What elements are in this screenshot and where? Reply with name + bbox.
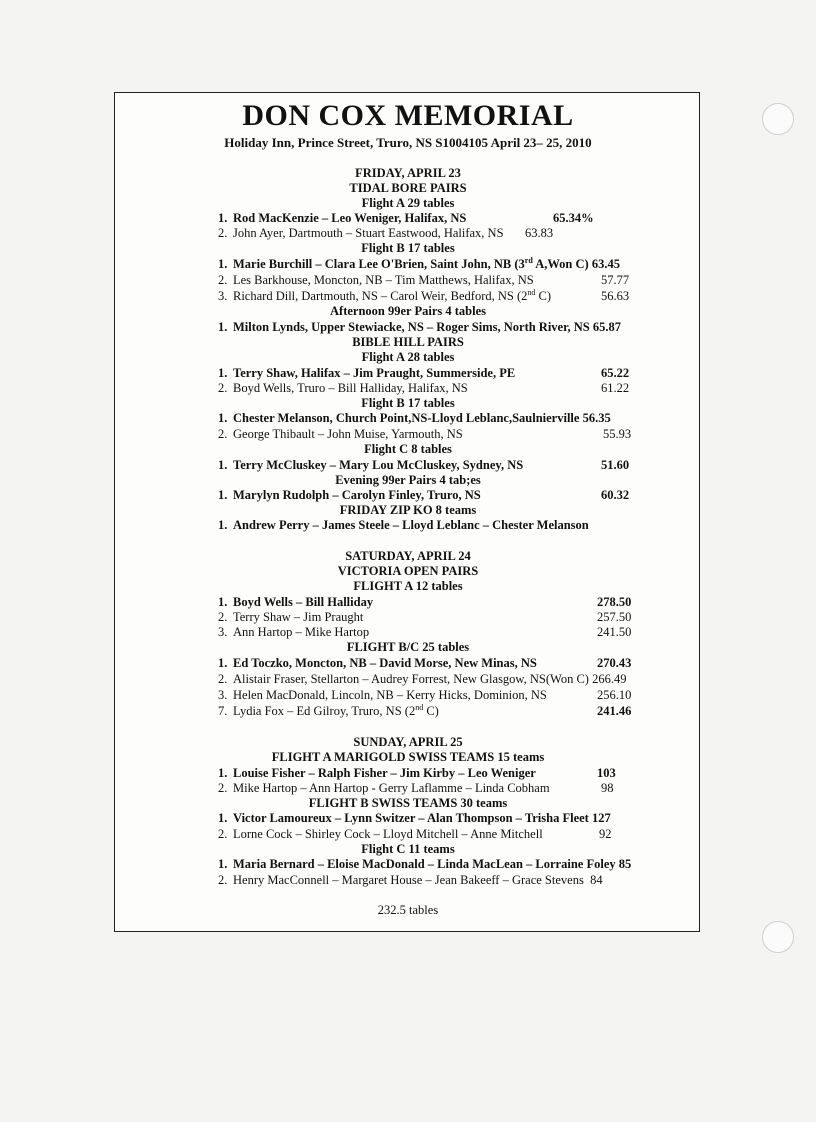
place-number: 2. [218, 827, 228, 841]
result-score: 256.10 [597, 688, 632, 702]
place-number: 2. [218, 781, 228, 795]
place-number: 2. [218, 381, 228, 395]
flight-heading: Flight B 17 tables [361, 396, 455, 410]
result-names: Terry Shaw – Jim Praught [233, 610, 364, 624]
day-heading-friday: FRIDAY, APRIL 23 [355, 166, 461, 180]
place-number: 7. [218, 704, 228, 718]
place-number: 1. [218, 458, 228, 472]
place-number: 1. [218, 857, 228, 871]
result-names: Lydia Fox – Ed Gilroy, Truro, NS (2nd C) [233, 702, 439, 718]
flight-heading: FLIGHT A 12 tables [353, 579, 463, 593]
place-number: 1. [218, 411, 228, 425]
venue-line: Holiday Inn, Prince Street, Truro, NS S1004105 April 23– 25, 2010 [224, 135, 592, 150]
place-number: 1. [218, 257, 228, 271]
result-score: 103 [597, 766, 616, 780]
result-score: 98 [601, 781, 614, 795]
result-names: George Thibault – John Muise, Yarmouth, NS [233, 427, 463, 441]
place-number: 1. [218, 518, 228, 532]
place-number: 2. [218, 610, 228, 624]
result-names: Terry Shaw, Halifax – Jim Praught, Summerside, PE [233, 366, 516, 380]
place-number: 3. [218, 625, 228, 639]
place-number: 2. [218, 873, 228, 887]
place-number: 1. [218, 811, 228, 825]
page-title: DON COX MEMORIAL [242, 99, 574, 132]
event-heading-evening: Evening 99er Pairs 4 tab;es [335, 473, 481, 487]
result-score: 278.50 [597, 595, 632, 609]
result-names: Ann Hartop – Mike Hartop [233, 625, 370, 639]
result-score: 241.50 [597, 625, 632, 639]
flight-heading: Flight B 17 tables [361, 241, 455, 255]
place-number: 1. [218, 595, 228, 609]
result-score: 60.32 [601, 488, 630, 502]
total-tables: 232.5 tables [377, 903, 439, 917]
punch-hole-bottom [762, 921, 794, 953]
flight-heading: Flight A 28 tables [361, 350, 455, 364]
result-names: Terry McCluskey – Mary Lou McCluskey, Sydney, NS [233, 458, 524, 472]
result-score: 257.50 [597, 610, 632, 624]
flight-heading: FLIGHT A MARIGOLD SWISS TEAMS 15 teams [271, 750, 545, 764]
result-score: 65.34% [553, 211, 594, 225]
place-number: 1. [218, 656, 228, 670]
result-score: 56.63 [601, 289, 630, 303]
result-names: Maria Bernard – Eloise MacDonald – Linda MacLean – Lorraine Foley 85 [233, 857, 632, 871]
result-names: Richard Dill, Dartmouth, NS – Carol Weir, Bedford, NS (2nd C) [233, 287, 552, 303]
place-number: 1. [218, 211, 228, 225]
result-names: Chester Melanson, Church Point,NS-Lloyd Leblanc,Saulnierville 56.35 [233, 411, 611, 425]
result-names: Boyd Wells, Truro – Bill Halliday, Halifax, NS [233, 381, 468, 395]
day-heading-saturday: SATURDAY, APRIL 24 [345, 549, 471, 563]
event-heading-victoria: VICTORIA OPEN PAIRS [337, 564, 479, 578]
place-number: 1. [218, 320, 228, 334]
flight-heading: Flight C 8 tables [364, 442, 452, 456]
result-names: Mike Hartop – Ann Hartop - Gerry Laflamme – Linda Cobham [233, 781, 550, 795]
place-number: 2. [218, 427, 228, 441]
place-number: 2. [218, 672, 228, 686]
flight-heading: Flight C 11 teams [361, 842, 455, 856]
flight-heading: FLIGHT B SWISS TEAMS 30 teams [308, 796, 508, 810]
result-score: 92 [599, 827, 612, 841]
result-score: 55.93 [603, 427, 632, 441]
result-score: 241.46 [597, 704, 632, 718]
result-names: John Ayer, Dartmouth – Stuart Eastwood, Halifax, NS [233, 226, 504, 240]
result-score: 65.22 [601, 366, 630, 380]
punch-hole-top [762, 103, 794, 135]
result-score: 270.43 [597, 656, 632, 670]
result-names: Henry MacConnell – Margaret House – Jean Bakeeff – Grace Stevens 84 [233, 873, 603, 887]
result-names: Louise Fisher – Ralph Fisher – Jim Kirby – Leo Weniger [233, 766, 536, 780]
result-names: Les Barkhouse, Moncton, NB – Tim Matthews, Halifax, NS [233, 273, 534, 287]
event-heading-afternoon: Afternoon 99er Pairs 4 tables [330, 304, 486, 318]
place-number: 3. [218, 688, 228, 702]
day-heading-sunday: SUNDAY, APRIL 25 [353, 735, 463, 749]
result-score: 61.22 [601, 381, 630, 395]
result-names: Helen MacDonald, Lincoln, NB – Kerry Hicks, Dominion, NS [233, 688, 547, 702]
result-names: Marylyn Rudolph – Carolyn Finley, Truro, NS [233, 488, 481, 502]
place-number: 1. [218, 488, 228, 502]
place-number: 1. [218, 766, 228, 780]
result-names: Marie Burchill – Clara Lee O'Brien, Saint John, NB (3rd A,Won C) 63.45 [233, 255, 620, 271]
result-names: Milton Lynds, Upper Stewiacke, NS – Roger Sims, North River, NS 65.87 [233, 320, 621, 334]
result-names: Boyd Wells – Bill Halliday [233, 595, 374, 609]
place-number: 2. [218, 273, 228, 287]
result-names: Victor Lamoureux – Lynn Switzer – Alan Thompson – Trisha Fleet 127 [233, 811, 611, 825]
place-number: 3. [218, 289, 228, 303]
result-names: Lorne Cock – Shirley Cock – Lloyd Mitchell – Anne Mitchell [233, 827, 543, 841]
result-score: 63.83 [525, 226, 554, 240]
place-number: 1. [218, 366, 228, 380]
event-heading-tidal-bore: TIDAL BORE PAIRS [349, 181, 467, 195]
result-names: Ed Toczko, Moncton, NB – David Morse, New Minas, NS [233, 656, 537, 670]
flight-heading: FLIGHT B/C 25 tables [346, 640, 470, 654]
result-names: Rod MacKenzie – Leo Weniger, Halifax, NS [233, 211, 467, 225]
results-sheet [114, 92, 700, 932]
place-number: 2. [218, 226, 228, 240]
result-score: 57.77 [601, 273, 630, 287]
result-names: Alistair Fraser, Stellarton – Audrey Forrest, New Glasgow, NS(Won C) 266.49 [233, 672, 627, 686]
event-heading-bible-hill: BIBLE HILL PAIRS [352, 335, 464, 349]
result-score: 51.60 [601, 458, 630, 472]
event-heading-zip-ko: FRIDAY ZIP KO 8 teams [339, 503, 477, 517]
result-names: Andrew Perry – James Steele – Lloyd Leblanc – Chester Melanson [233, 518, 589, 532]
flight-heading: Flight A 29 tables [361, 196, 455, 210]
